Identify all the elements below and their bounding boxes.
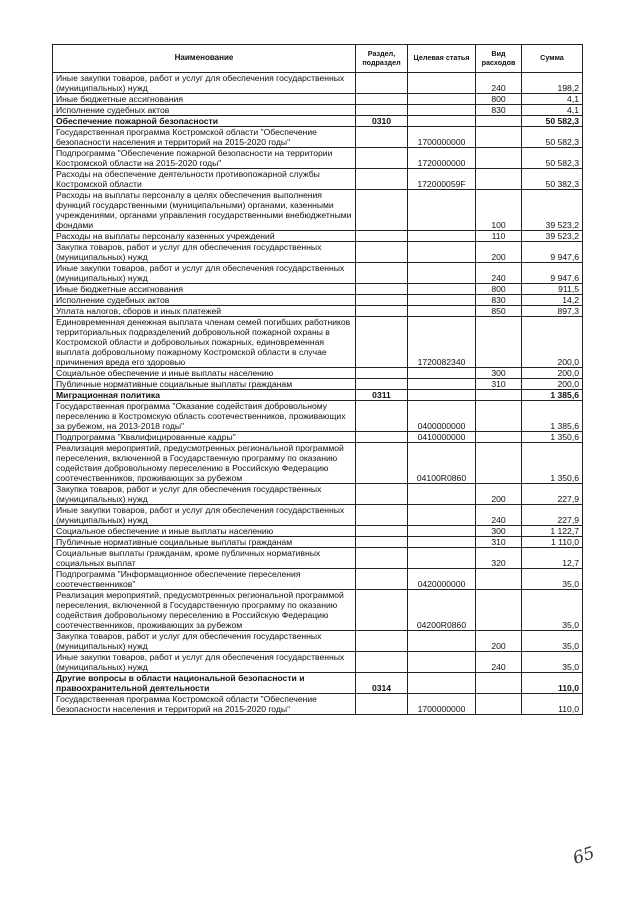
row-name-cell: Иные бюджетные ассигнования [53,284,356,295]
row-name-cell: Социальное обеспечение и иные выплаты населению [53,526,356,537]
row-amount-cell: 1 385,6 [522,390,583,401]
header-section: Раздел, подраздел [356,45,408,73]
row-name-cell: Закупка товаров, работ и услуг для обеспечения государственных (муниципальных) нужд [53,484,356,505]
row-name-cell: Подпрограмма "Обеспечение пожарной безопасности на территории Костромской области на 2015-2020 годы" [53,148,356,169]
row-name-cell: Социальное обеспечение и иные выплаты населению [53,368,356,379]
row-amount-cell: 200,0 [522,379,583,390]
row-section-cell [356,548,408,569]
table-row [53,526,583,537]
row-section-cell [356,432,408,443]
row-target-cell [408,379,476,390]
row-name-cell: Государственная программа Костромской области "Обеспечение безопасности населения и территорий на 2015-2020 годы" [53,694,356,715]
row-target-cell [408,484,476,505]
row-expense-cell: 800 [476,284,522,295]
header-amount: Сумма [522,45,583,73]
row-section-cell [356,148,408,169]
row-expense-cell [476,169,522,190]
row-amount-cell: 50 582,3 [522,148,583,169]
row-expense-cell [476,401,522,432]
row-expense-cell: 310 [476,379,522,390]
row-target-cell [408,284,476,295]
table-row [53,94,583,105]
row-section-cell [356,569,408,590]
row-name-cell: Подпрограмма "Информационное обеспечение переселения соотечественников" [53,569,356,590]
table-row [53,116,583,127]
row-name-cell: Миграционная политика [53,390,356,401]
row-expense-cell [476,127,522,148]
row-name-cell: Расходы на выплаты персоналу казенных учреждений [53,231,356,242]
row-target-cell [408,526,476,537]
table-row [53,231,583,242]
table-row [53,263,583,284]
row-name-cell: Расходы на выплаты персоналу в целях обеспечения выполнения функций государственными (муниципальными) органами, казенными учреждениями, органами управления государственными внебюджетными фондами [53,190,356,231]
row-target-cell [408,368,476,379]
row-section-cell [356,190,408,231]
row-target-cell [408,673,476,694]
row-amount-cell: 50 582,3 [522,127,583,148]
row-target-cell: 0420000000 [408,569,476,590]
row-section-cell [356,295,408,306]
row-target-cell: 1720082340 [408,317,476,368]
row-target-cell [408,263,476,284]
row-amount-cell: 14,2 [522,295,583,306]
row-name-cell: Расходы на обеспечение деятельности противопожарной службы Костромской области [53,169,356,190]
row-amount-cell: 4,1 [522,105,583,116]
row-name-cell: Обеспечение пожарной безопасности [53,116,356,127]
row-name-cell: Закупка товаров, работ и услуг для обеспечения государственных (муниципальных) нужд [53,242,356,263]
row-name-cell: Уплата налогов, сборов и иных платежей [53,306,356,317]
table-row [53,652,583,673]
row-expense-cell [476,390,522,401]
table-row [53,317,583,368]
row-target-cell [408,537,476,548]
row-section-cell [356,317,408,368]
row-section-cell [356,368,408,379]
row-section-cell [356,306,408,317]
row-section-cell [356,284,408,295]
row-amount-cell: 911,5 [522,284,583,295]
row-section-cell: 0310 [356,116,408,127]
table-row [53,401,583,432]
row-amount-cell: 1 385,6 [522,401,583,432]
table-row [53,242,583,263]
row-amount-cell: 35,0 [522,631,583,652]
row-target-cell: 1700000000 [408,127,476,148]
row-target-cell [408,390,476,401]
row-target-cell [408,94,476,105]
row-target-cell: 1700000000 [408,694,476,715]
table-row [53,569,583,590]
table-row [53,694,583,715]
row-expense-cell: 850 [476,306,522,317]
table-row [53,432,583,443]
row-expense-cell: 200 [476,242,522,263]
row-expense-cell [476,590,522,631]
row-amount-cell: 1 350,6 [522,443,583,484]
row-section-cell [356,484,408,505]
row-expense-cell: 110 [476,231,522,242]
row-target-cell [408,306,476,317]
row-amount-cell: 1 350,6 [522,432,583,443]
row-expense-cell [476,569,522,590]
row-target-cell [408,73,476,94]
table-row [53,673,583,694]
table-row [53,190,583,231]
table-row [53,148,583,169]
row-expense-cell: 320 [476,548,522,569]
row-expense-cell [476,694,522,715]
row-amount-cell: 50 582,3 [522,116,583,127]
table-row [53,368,583,379]
row-section-cell [356,537,408,548]
row-section-cell [356,443,408,484]
row-section-cell [356,73,408,94]
row-expense-cell: 830 [476,295,522,306]
table-row [53,284,583,295]
header-name: Наименование [53,45,356,73]
row-amount-cell: 227,9 [522,484,583,505]
row-target-cell: 0400000000 [408,401,476,432]
row-name-cell: Закупка товаров, работ и услуг для обеспечения государственных (муниципальных) нужд [53,631,356,652]
row-name-cell: Другие вопросы в области национальной безопасности и правоохранительной деятельности [53,673,356,694]
row-section-cell [356,401,408,432]
row-amount-cell: 39 523,2 [522,231,583,242]
row-name-cell: Иные закупки товаров, работ и услуг для обеспечения государственных (муниципальных) нужд [53,263,356,284]
row-amount-cell: 4,1 [522,94,583,105]
table-body [53,73,583,715]
row-target-cell: 0410000000 [408,432,476,443]
row-expense-cell: 240 [476,263,522,284]
row-target-cell: 172000059F [408,169,476,190]
row-name-cell: Иные закупки товаров, работ и услуг для обеспечения государственных (муниципальных) нужд [53,652,356,673]
row-section-cell [356,631,408,652]
row-section-cell [356,652,408,673]
table-row [53,379,583,390]
header-target: Целевая статья [408,45,476,73]
table-row [53,537,583,548]
row-name-cell: Государственная программа Костромской области "Обеспечение безопасности населения и территорий на 2015-2020 годы" [53,127,356,148]
table-row [53,169,583,190]
row-target-cell [408,652,476,673]
row-section-cell [356,694,408,715]
row-target-cell [408,295,476,306]
row-name-cell: Иные бюджетные ассигнования [53,94,356,105]
row-amount-cell: 35,0 [522,590,583,631]
row-section-cell [356,505,408,526]
row-name-cell: Социальные выплаты гражданам, кроме публичных нормативных социальных выплат [53,548,356,569]
row-expense-cell: 800 [476,94,522,105]
row-section-cell [356,263,408,284]
row-amount-cell: 198,2 [522,73,583,94]
row-name-cell: Иные закупки товаров, работ и услуг для обеспечения государственных (муниципальных) нужд [53,505,356,526]
row-section-cell [356,94,408,105]
row-amount-cell: 110,0 [522,694,583,715]
budget-table [52,44,583,715]
row-section-cell [356,127,408,148]
row-amount-cell: 35,0 [522,652,583,673]
row-section-cell [356,590,408,631]
table-row [53,484,583,505]
row-amount-cell: 200,0 [522,317,583,368]
row-name-cell: Исполнение судебных актов [53,105,356,116]
row-target-cell: 1720000000 [408,148,476,169]
row-name-cell: Реализация мероприятий, предусмотренных региональной программой переселения, включенной в Государственную программу по оказанию содействия добровольному переселению в Российскую Федерацию соотечественников, проживающих за рубежом [53,443,356,484]
row-amount-cell: 1 122,7 [522,526,583,537]
table-row [53,505,583,526]
row-target-cell: 04100R0860 [408,443,476,484]
row-section-cell [356,169,408,190]
row-section-cell: 0314 [356,673,408,694]
row-name-cell: Публичные нормативные социальные выплаты гражданам [53,537,356,548]
row-name-cell: Реализация мероприятий, предусмотренных региональной программой переселения, включенной в Государственную программу по оказанию содействия добровольному переселению в Российскую Федерацию соотечественников, проживающих за рубежом [53,590,356,631]
row-target-cell: 04200R0860 [408,590,476,631]
row-amount-cell: 12,7 [522,548,583,569]
row-expense-cell: 240 [476,652,522,673]
table-row [53,590,583,631]
row-expense-cell [476,116,522,127]
row-expense-cell: 310 [476,537,522,548]
row-section-cell [356,379,408,390]
row-section-cell [356,242,408,263]
row-section-cell: 0311 [356,390,408,401]
row-expense-cell: 200 [476,631,522,652]
row-expense-cell: 240 [476,505,522,526]
table-row [53,127,583,148]
row-amount-cell: 110,0 [522,673,583,694]
row-expense-cell [476,317,522,368]
row-target-cell [408,631,476,652]
row-name-cell: Государственная программа "Оказание содействия добровольному переселению в Костромскую область соотечественников, проживающих за рубежом, на 2013-2018 годы" [53,401,356,432]
row-section-cell [356,231,408,242]
row-amount-cell: 200,0 [522,368,583,379]
row-name-cell: Иные закупки товаров, работ и услуг для обеспечения государственных (муниципальных) нужд [53,73,356,94]
page-number: 65 [570,843,598,869]
row-target-cell [408,105,476,116]
row-target-cell [408,548,476,569]
table-row [53,443,583,484]
row-amount-cell: 1 110,0 [522,537,583,548]
row-target-cell [408,116,476,127]
table-row [53,105,583,116]
table-row [53,295,583,306]
row-expense-cell [476,148,522,169]
table-row [53,390,583,401]
row-expense-cell: 830 [476,105,522,116]
row-target-cell [408,242,476,263]
row-amount-cell: 39 523,2 [522,190,583,231]
row-name-cell: Публичные нормативные социальные выплаты гражданам [53,379,356,390]
row-expense-cell [476,443,522,484]
table-header-row [53,45,583,73]
row-amount-cell: 9 947,6 [522,242,583,263]
row-amount-cell: 897,3 [522,306,583,317]
row-name-cell: Единовременная денежная выплата членам семей погибших работников территориальных подразделений добровольной пожарной охраны в Костромской области и добровольных пожарных, единовременная выплата добровольному пожарному Костромской области в случае причинения вреда его здоровью [53,317,356,368]
row-name-cell: Подпрограмма "Квалифицированные кадры" [53,432,356,443]
table-row [53,73,583,94]
row-name-cell: Исполнение судебных актов [53,295,356,306]
table-row [53,548,583,569]
row-target-cell [408,505,476,526]
row-amount-cell: 9 947,6 [522,263,583,284]
row-expense-cell: 300 [476,526,522,537]
row-expense-cell: 240 [476,73,522,94]
row-section-cell [356,105,408,116]
row-expense-cell: 200 [476,484,522,505]
table-row [53,631,583,652]
row-amount-cell: 227,9 [522,505,583,526]
row-target-cell [408,231,476,242]
row-amount-cell: 35,0 [522,569,583,590]
table-row [53,306,583,317]
row-section-cell [356,526,408,537]
row-amount-cell: 50 382,3 [522,169,583,190]
row-expense-cell: 100 [476,190,522,231]
header-expense: Вид расходов [476,45,522,73]
row-target-cell [408,190,476,231]
row-expense-cell: 300 [476,368,522,379]
row-expense-cell [476,673,522,694]
budget-document [52,44,582,715]
row-expense-cell [476,432,522,443]
